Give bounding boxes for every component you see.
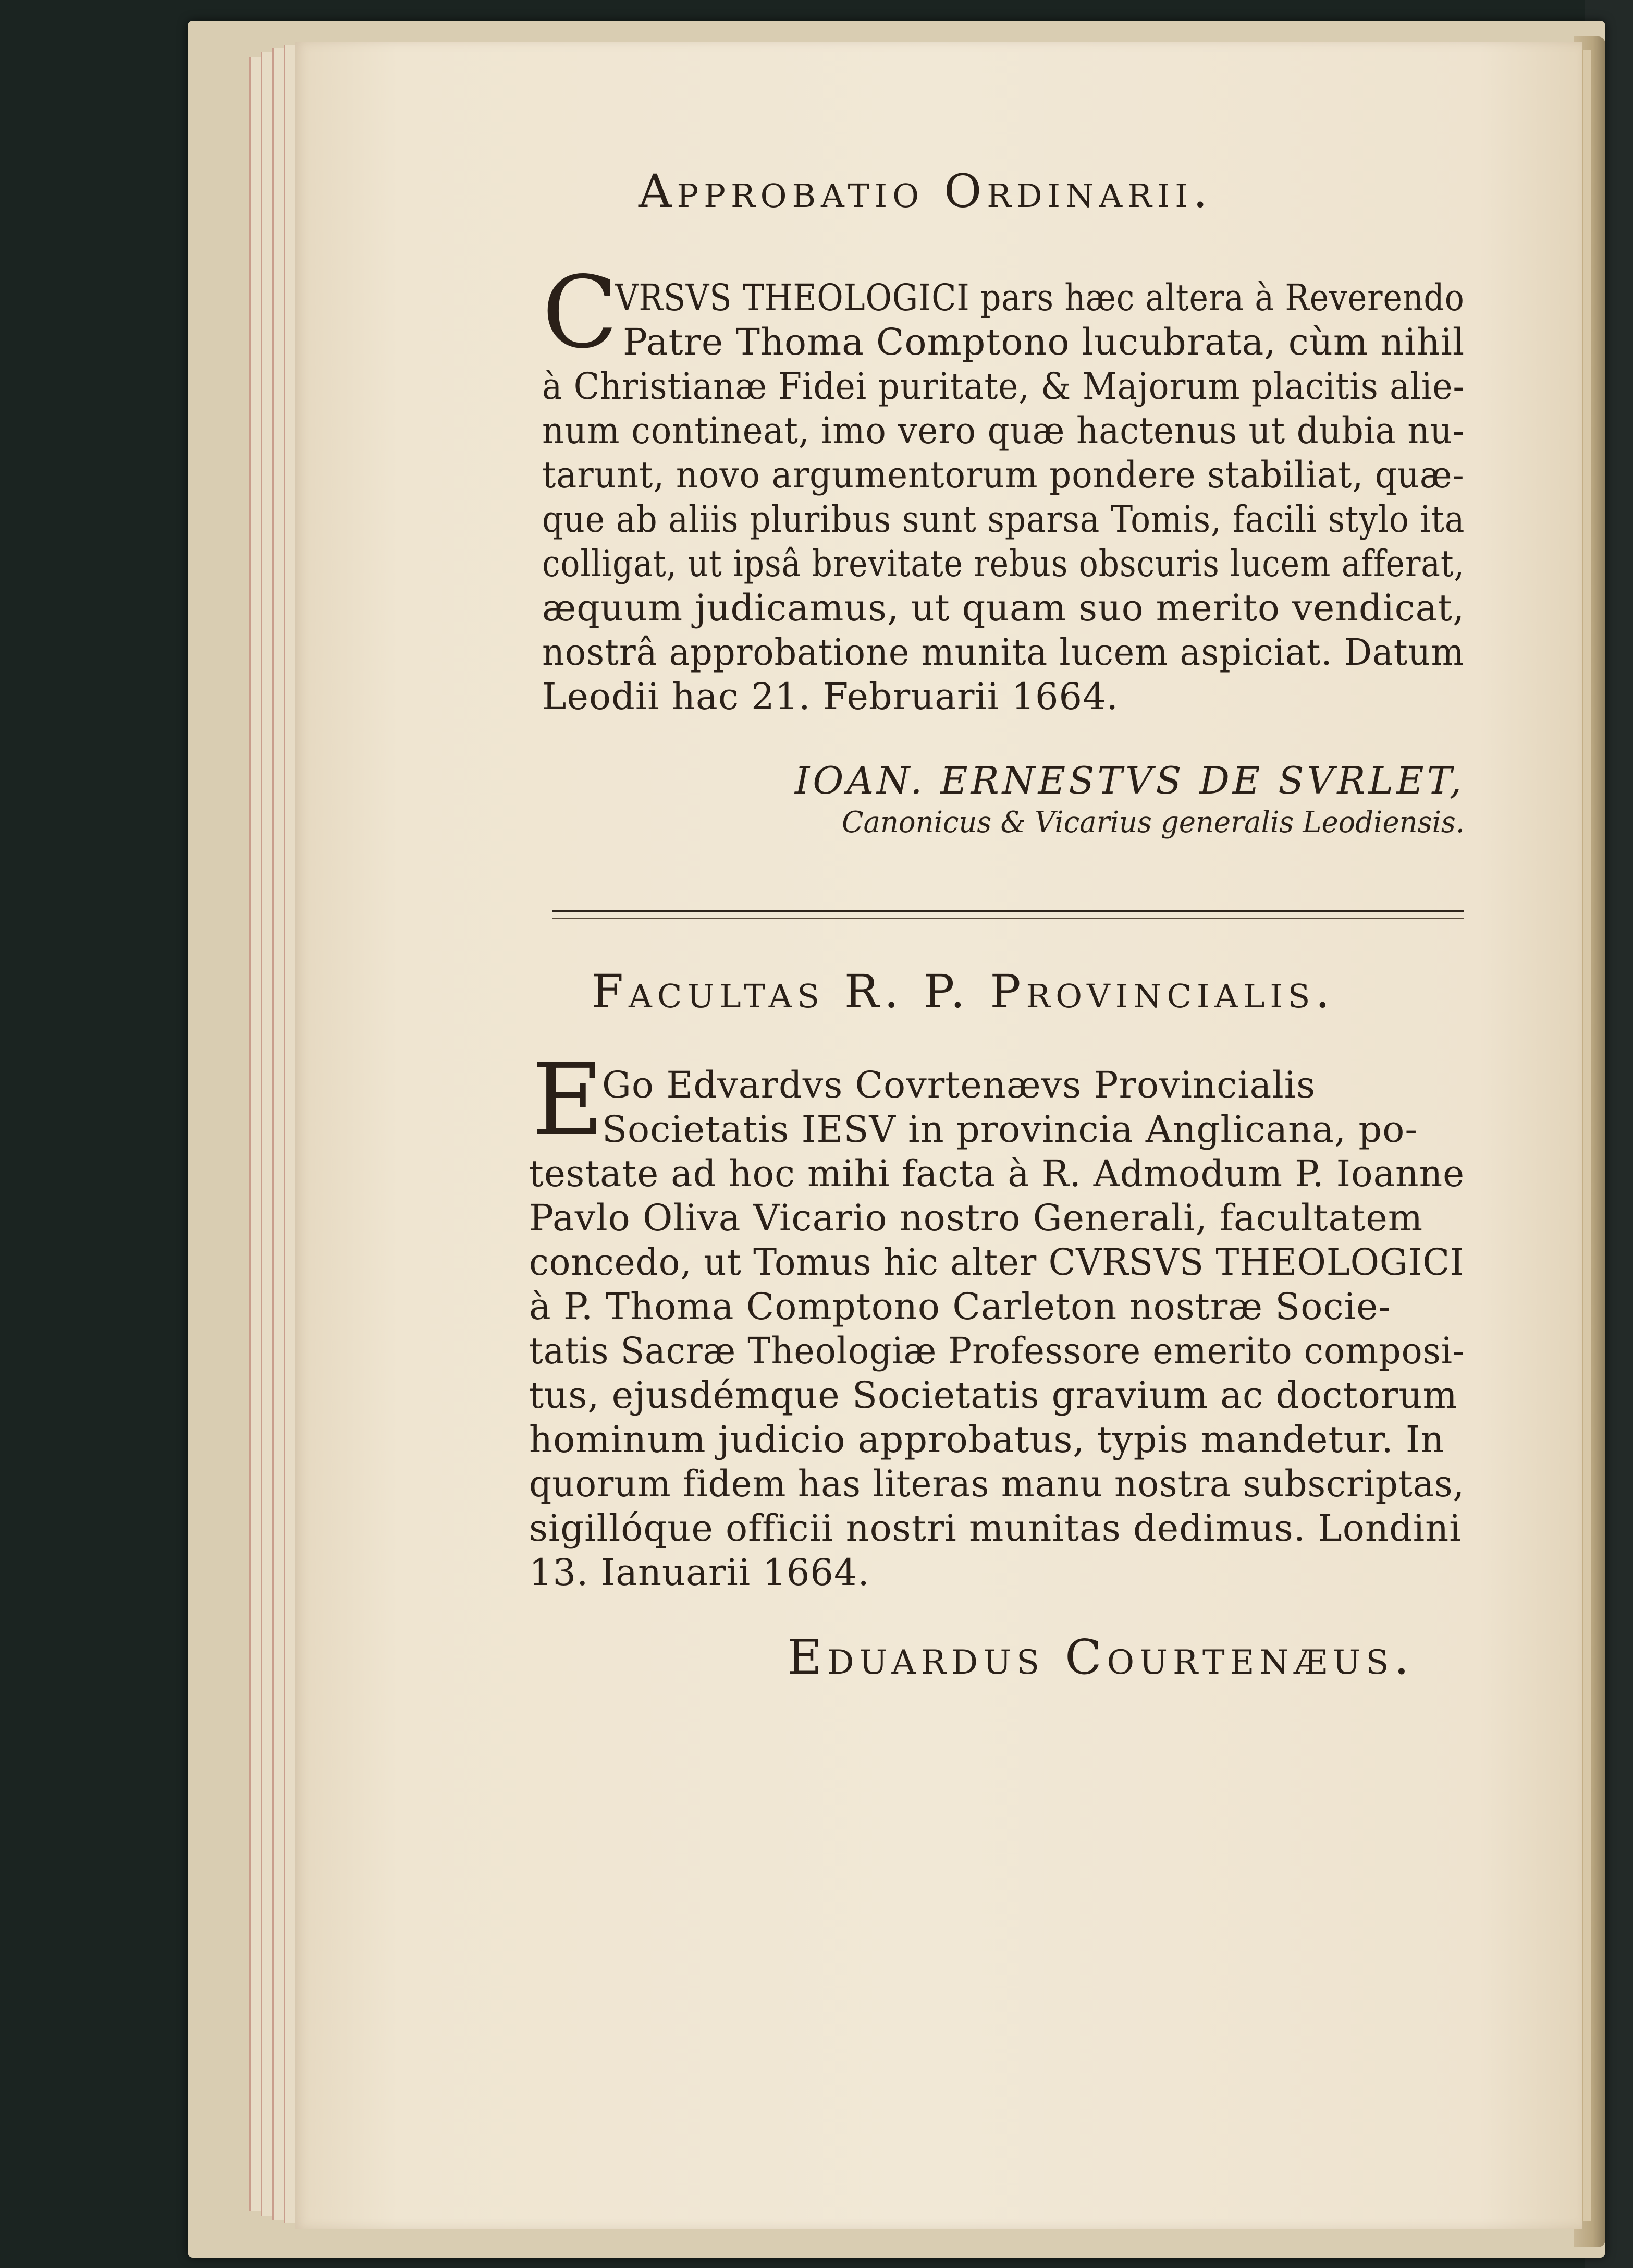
text-line: hominum judicio approbatus, typis mandetur. In [529,1418,1445,1461]
page-edge-right [1582,50,1591,2221]
section-title-approbatio: Approbatio Ordinarii. [639,164,1213,218]
page-edge [261,52,273,2216]
signature-name: IOAN. ERNESTVS DE SVRLET, [795,759,1465,802]
text-line: à Christianæ Fidei puritate, & Majorum placitis alie- [542,365,1465,408]
text-line: Pavlo Oliva Vicario nostro Generali, facultatem [529,1197,1423,1239]
page-edge [284,45,296,2223]
text-line: nostrâ approbatione munita lucem aspiciat. Datum [542,631,1465,674]
text-line: tarunt, novo argumentorum pondere stabiliat, quæ- [542,454,1465,496]
text-line: Patre Thoma Comptono lucubrata, cùm nihil [623,321,1465,363]
text-line: quorum fidem has literas manu nostra subscriptas, [529,1462,1465,1505]
text-line: testate ad hoc mihi facta à R. Admodum P. Ioanne [529,1152,1465,1195]
text-line: tus, ejusdémque Societatis gravium ac doctorum [529,1374,1458,1417]
text-line: num contineat, imo vero quæ hactenus ut dubia nu- [542,409,1465,452]
drop-cap: E [532,1042,604,1157]
text-line: VRSVS THEOLOGICI pars hæc altera à Reverendo [615,276,1465,319]
text-line: 13. Ianuarii 1664. [529,1551,870,1594]
page-edge [249,57,261,2211]
text-line: colligat, ut ipsâ brevitate rebus obscuris lucem afferat, [542,542,1465,585]
section-title-facultas: Facultas R. P. Provincialis. [592,965,1335,1018]
text-line: que ab aliis pluribus sunt sparsa Tomis, facili stylo ita [542,498,1465,541]
text-line: sigillóque officii nostri munitas dedimus. Londini [529,1507,1462,1550]
page-edge [272,48,284,2220]
section-divider-thin [552,918,1464,919]
drop-cap: C [542,255,618,370]
signature-name: Eduardus Courtenæus. [787,1629,1415,1685]
section-divider [552,910,1464,912]
text-line: æquum judicamus, ut quam suo merito vendicat, [542,587,1465,629]
text-line: Societatis IESV in provincia Anglicana, po- [602,1108,1418,1151]
text-line: à P. Thoma Comptono Carleton nostræ Socie- [529,1285,1392,1328]
text-line: Leodii hac 21. Februarii 1664. [542,675,1119,718]
text-line: tatis Sacræ Theologiæ Professore emerito composi- [529,1330,1465,1372]
text-line: Go Edvardvs Covrtenævs Provincialis [602,1064,1316,1106]
signature-title: Canonicus & Vicarius generalis Leodiensis. [842,806,1465,839]
text-line: concedo, ut Tomus hic alter CVRSVS THEOLOGICI [529,1241,1465,1284]
